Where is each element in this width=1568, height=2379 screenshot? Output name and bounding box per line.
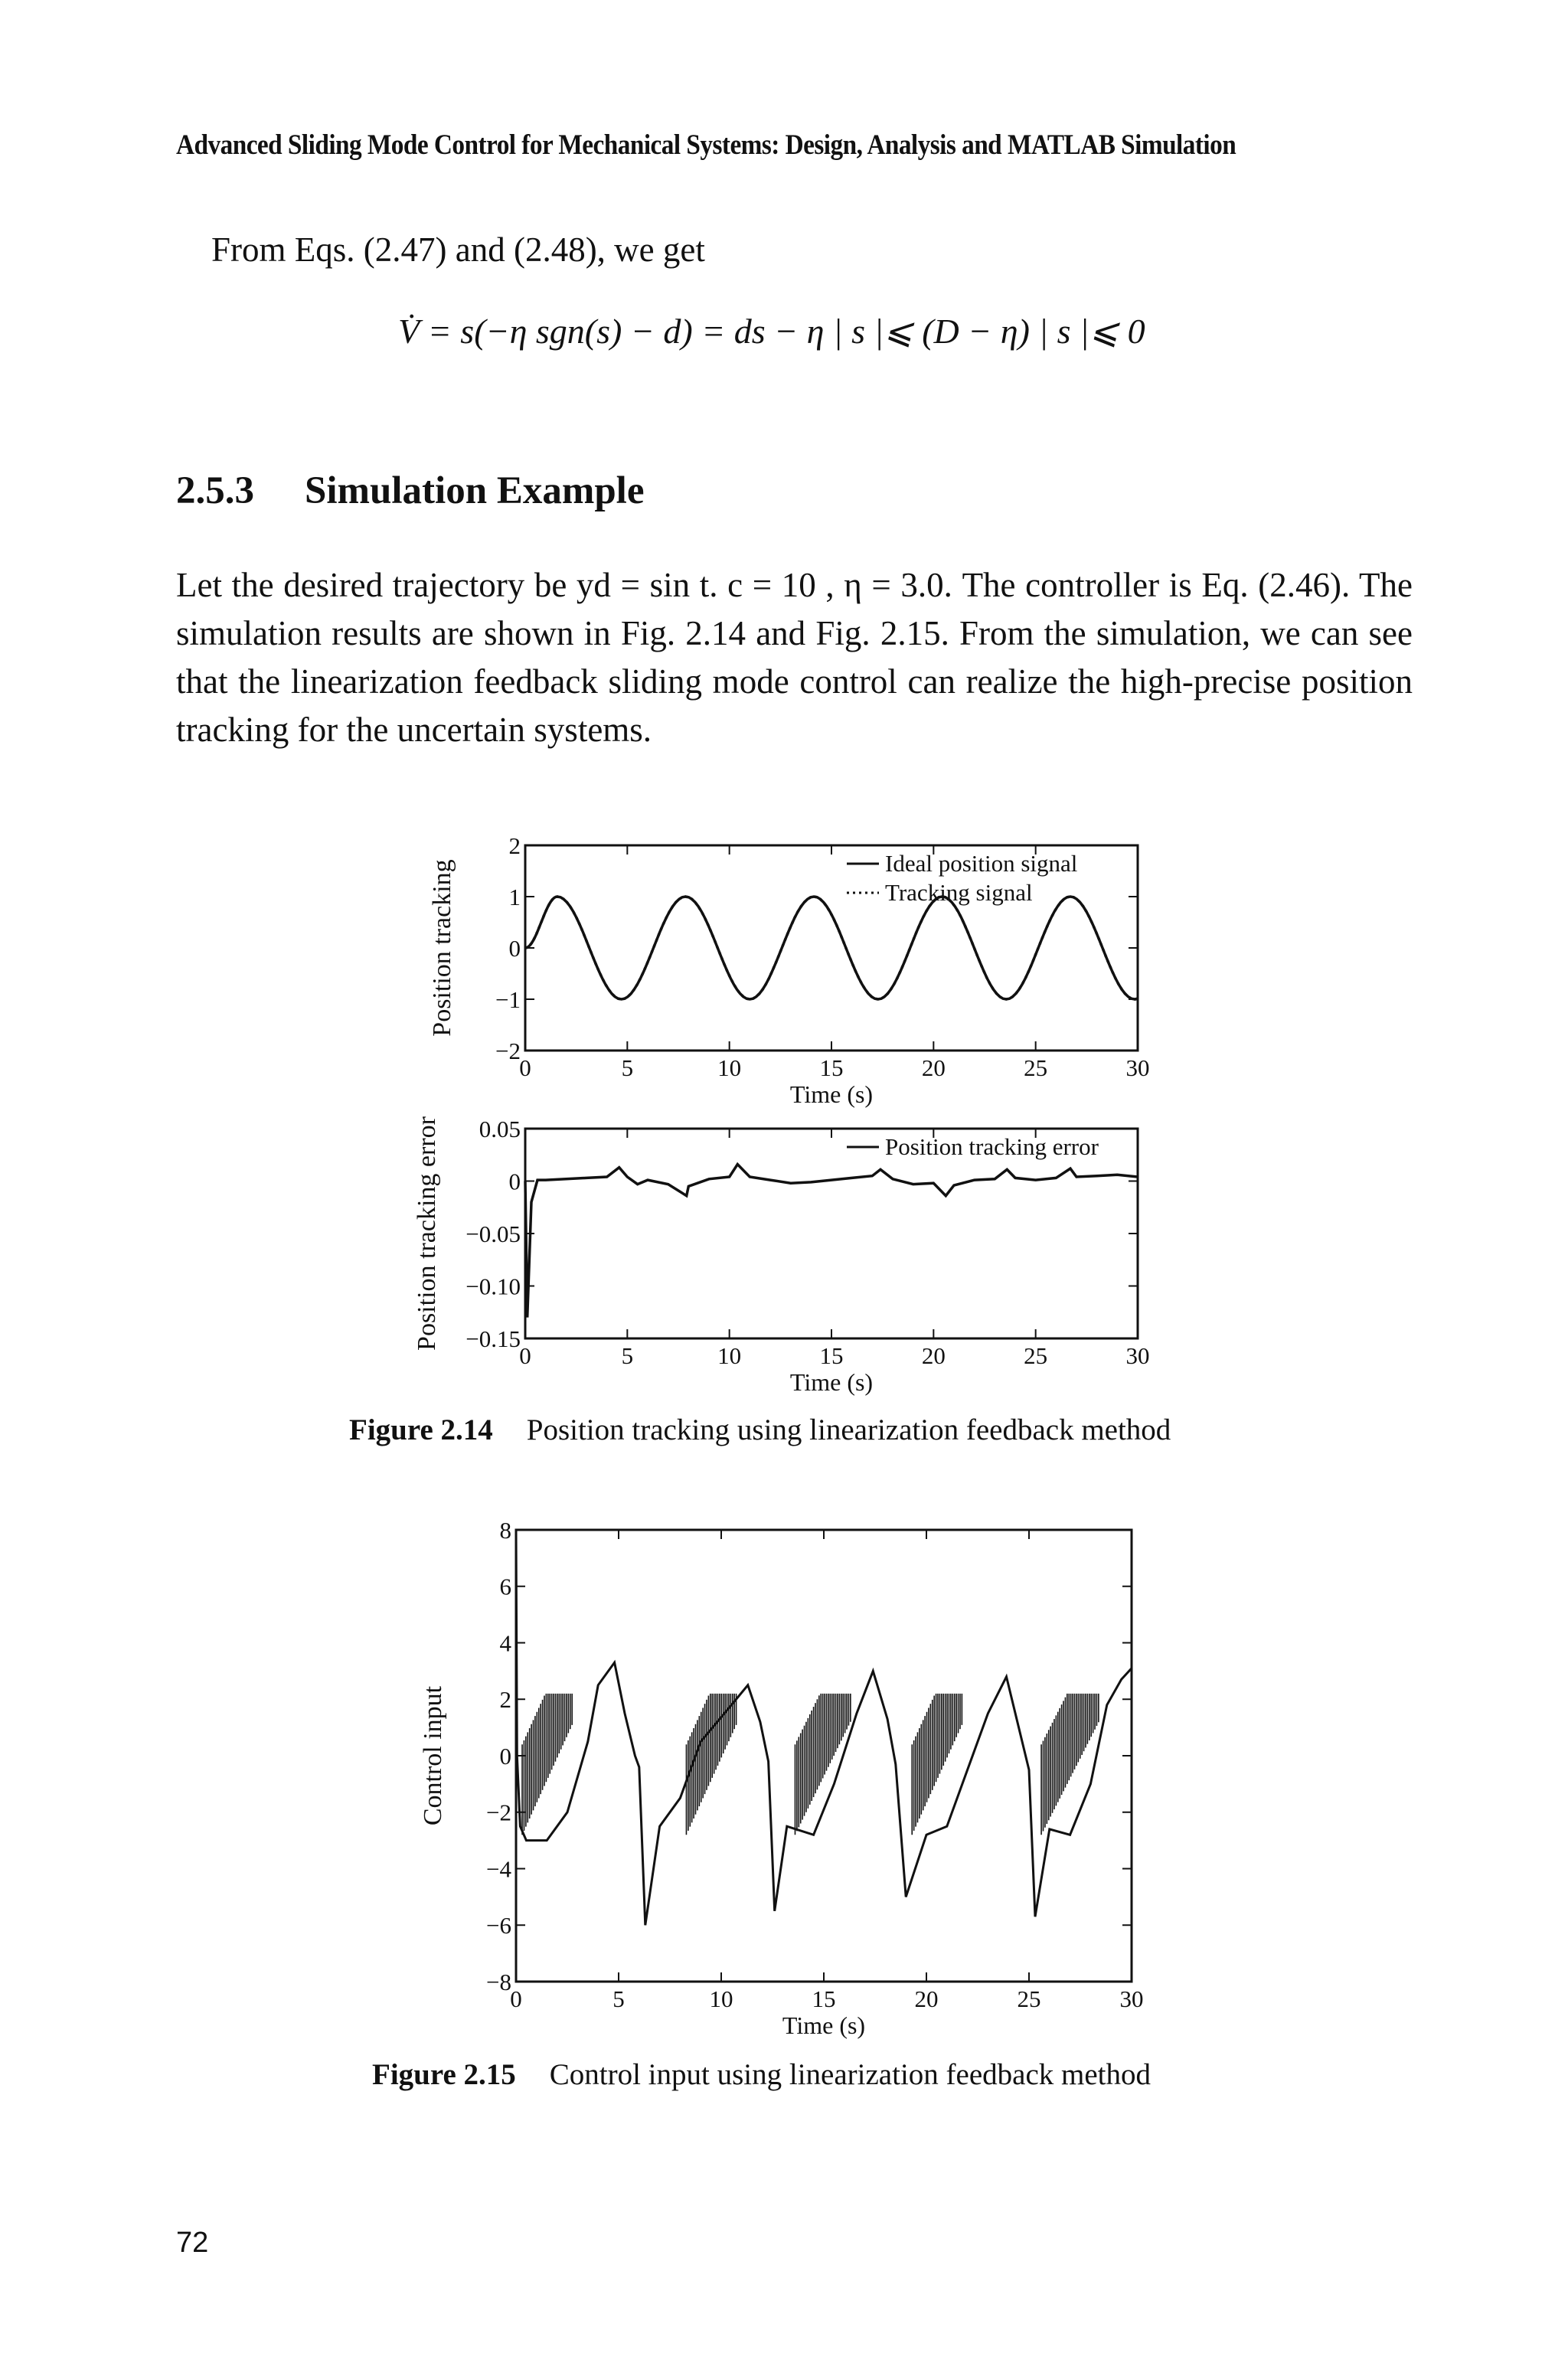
y-tick-label: −0.05 — [466, 1220, 521, 1247]
series-line — [525, 1165, 1138, 1318]
x-axis-label: Time (s) — [789, 1080, 874, 1108]
y-tick-label: 2 — [508, 832, 521, 859]
figure-caption-text: Position tracking using linearization feedback method — [526, 1413, 1171, 1446]
x-tick-label: 10 — [717, 1342, 742, 1369]
x-tick-label: 15 — [812, 1985, 836, 2012]
x-tick-label: 5 — [621, 1342, 634, 1369]
x-tick-label: 0 — [519, 1342, 531, 1369]
x-tick-label: 25 — [1024, 1054, 1048, 1081]
x-tick-label: 10 — [717, 1054, 742, 1081]
figure-label: Figure 2.14 — [349, 1413, 493, 1446]
control-input-plot — [419, 1517, 1144, 2039]
section-number: 2.5.3 — [176, 469, 254, 512]
running-head: Advanced Sliding Mode Control for Mechanical Systems: Design, Analysis and MATLAB Simulation — [176, 129, 1236, 161]
x-tick-label: 30 — [1119, 1985, 1144, 2012]
y-tick-label: 0 — [508, 1168, 521, 1195]
figure-2-15-caption — [372, 2057, 1151, 2092]
y-axis-label: Position tracking — [428, 859, 456, 1037]
series-line — [516, 1530, 1132, 1925]
legend-label: Tracking signal — [885, 879, 1033, 906]
intro-text: From Eqs. (2.47) and (2.48), we get — [211, 230, 705, 269]
y-tick-label: 2 — [499, 1686, 511, 1714]
body-paragraph: Let the desired trajectory be yd = sin t. c = 10 , η = 3.0. The controller is Eq. (2.46). The simulation results are shown in Fig. 2.14 and Fig. 2.15. From the simulation, we can see that the linearization feedback sliding mode control can realize the high-precise position tracking for the uncertain systems. — [176, 566, 1413, 749]
x-tick-label: 10 — [709, 1985, 733, 2012]
x-tick-label: 20 — [914, 1985, 939, 2012]
y-tick-label: 0 — [508, 934, 521, 962]
x-tick-label: 20 — [921, 1342, 946, 1369]
x-tick-label: 30 — [1125, 1054, 1150, 1081]
y-tick-label: −2 — [486, 1799, 511, 1826]
x-tick-label: 25 — [1024, 1342, 1048, 1369]
y-tick-label: 1 — [508, 883, 521, 910]
y-tick-label: 0 — [499, 1742, 511, 1770]
x-axis-label: Time (s) — [789, 1368, 874, 1396]
y-tick-label: 8 — [499, 1516, 511, 1544]
y-tick-label: −4 — [486, 1855, 511, 1883]
x-tick-label: 15 — [819, 1054, 844, 1081]
figure-2-14-caption — [349, 1413, 1171, 1447]
plot-frame — [525, 845, 1138, 1051]
y-tick-label: 0.05 — [479, 1115, 521, 1142]
section-heading — [176, 469, 645, 513]
y-axis-label: Position tracking error — [413, 1116, 441, 1351]
page-number: 72 — [176, 2227, 209, 2259]
y-tick-label: −8 — [486, 1968, 511, 1995]
section-title: Simulation Example — [305, 469, 645, 512]
y-axis-label: Control input — [419, 1685, 447, 1826]
y-tick-label: −6 — [486, 1912, 511, 1939]
y-tick-label: 4 — [499, 1629, 511, 1657]
y-tick-label: −2 — [495, 1037, 521, 1064]
x-tick-label: 30 — [1125, 1342, 1150, 1369]
x-tick-label: 5 — [612, 1985, 625, 2012]
series-line — [525, 897, 1138, 999]
x-tick-label: 5 — [621, 1054, 634, 1081]
x-tick-label: 15 — [819, 1342, 844, 1369]
x-tick-label: 20 — [921, 1054, 946, 1081]
legend-label: Ideal position signal — [885, 850, 1078, 877]
x-tick-label: 25 — [1017, 1985, 1041, 2012]
y-tick-label: −0.10 — [466, 1273, 521, 1300]
x-axis-label: Time (s) — [782, 2011, 866, 2039]
legend-label: Position tracking error — [885, 1133, 1099, 1160]
plot-frame — [516, 1530, 1132, 1982]
plot-frame — [525, 1129, 1138, 1338]
figure-label: Figure 2.15 — [372, 2058, 516, 2091]
y-tick-label: 6 — [499, 1573, 511, 1600]
x-tick-label: 0 — [519, 1054, 531, 1081]
y-tick-label: −1 — [495, 985, 521, 1013]
lyapunov-derivative-equation: V̇ = s(−η sgn(s) − d) = ds − η | s |⩽ (D − η) | s |⩽ 0 — [398, 312, 1145, 351]
position-error-plot — [413, 1116, 1150, 1396]
series-line — [525, 897, 1138, 999]
y-tick-label: −0.15 — [466, 1325, 521, 1352]
x-tick-label: 0 — [510, 1985, 522, 2012]
figure-caption-text: Control input using linearization feedback method — [549, 2058, 1151, 2091]
position-tracking-plot — [428, 832, 1150, 1108]
